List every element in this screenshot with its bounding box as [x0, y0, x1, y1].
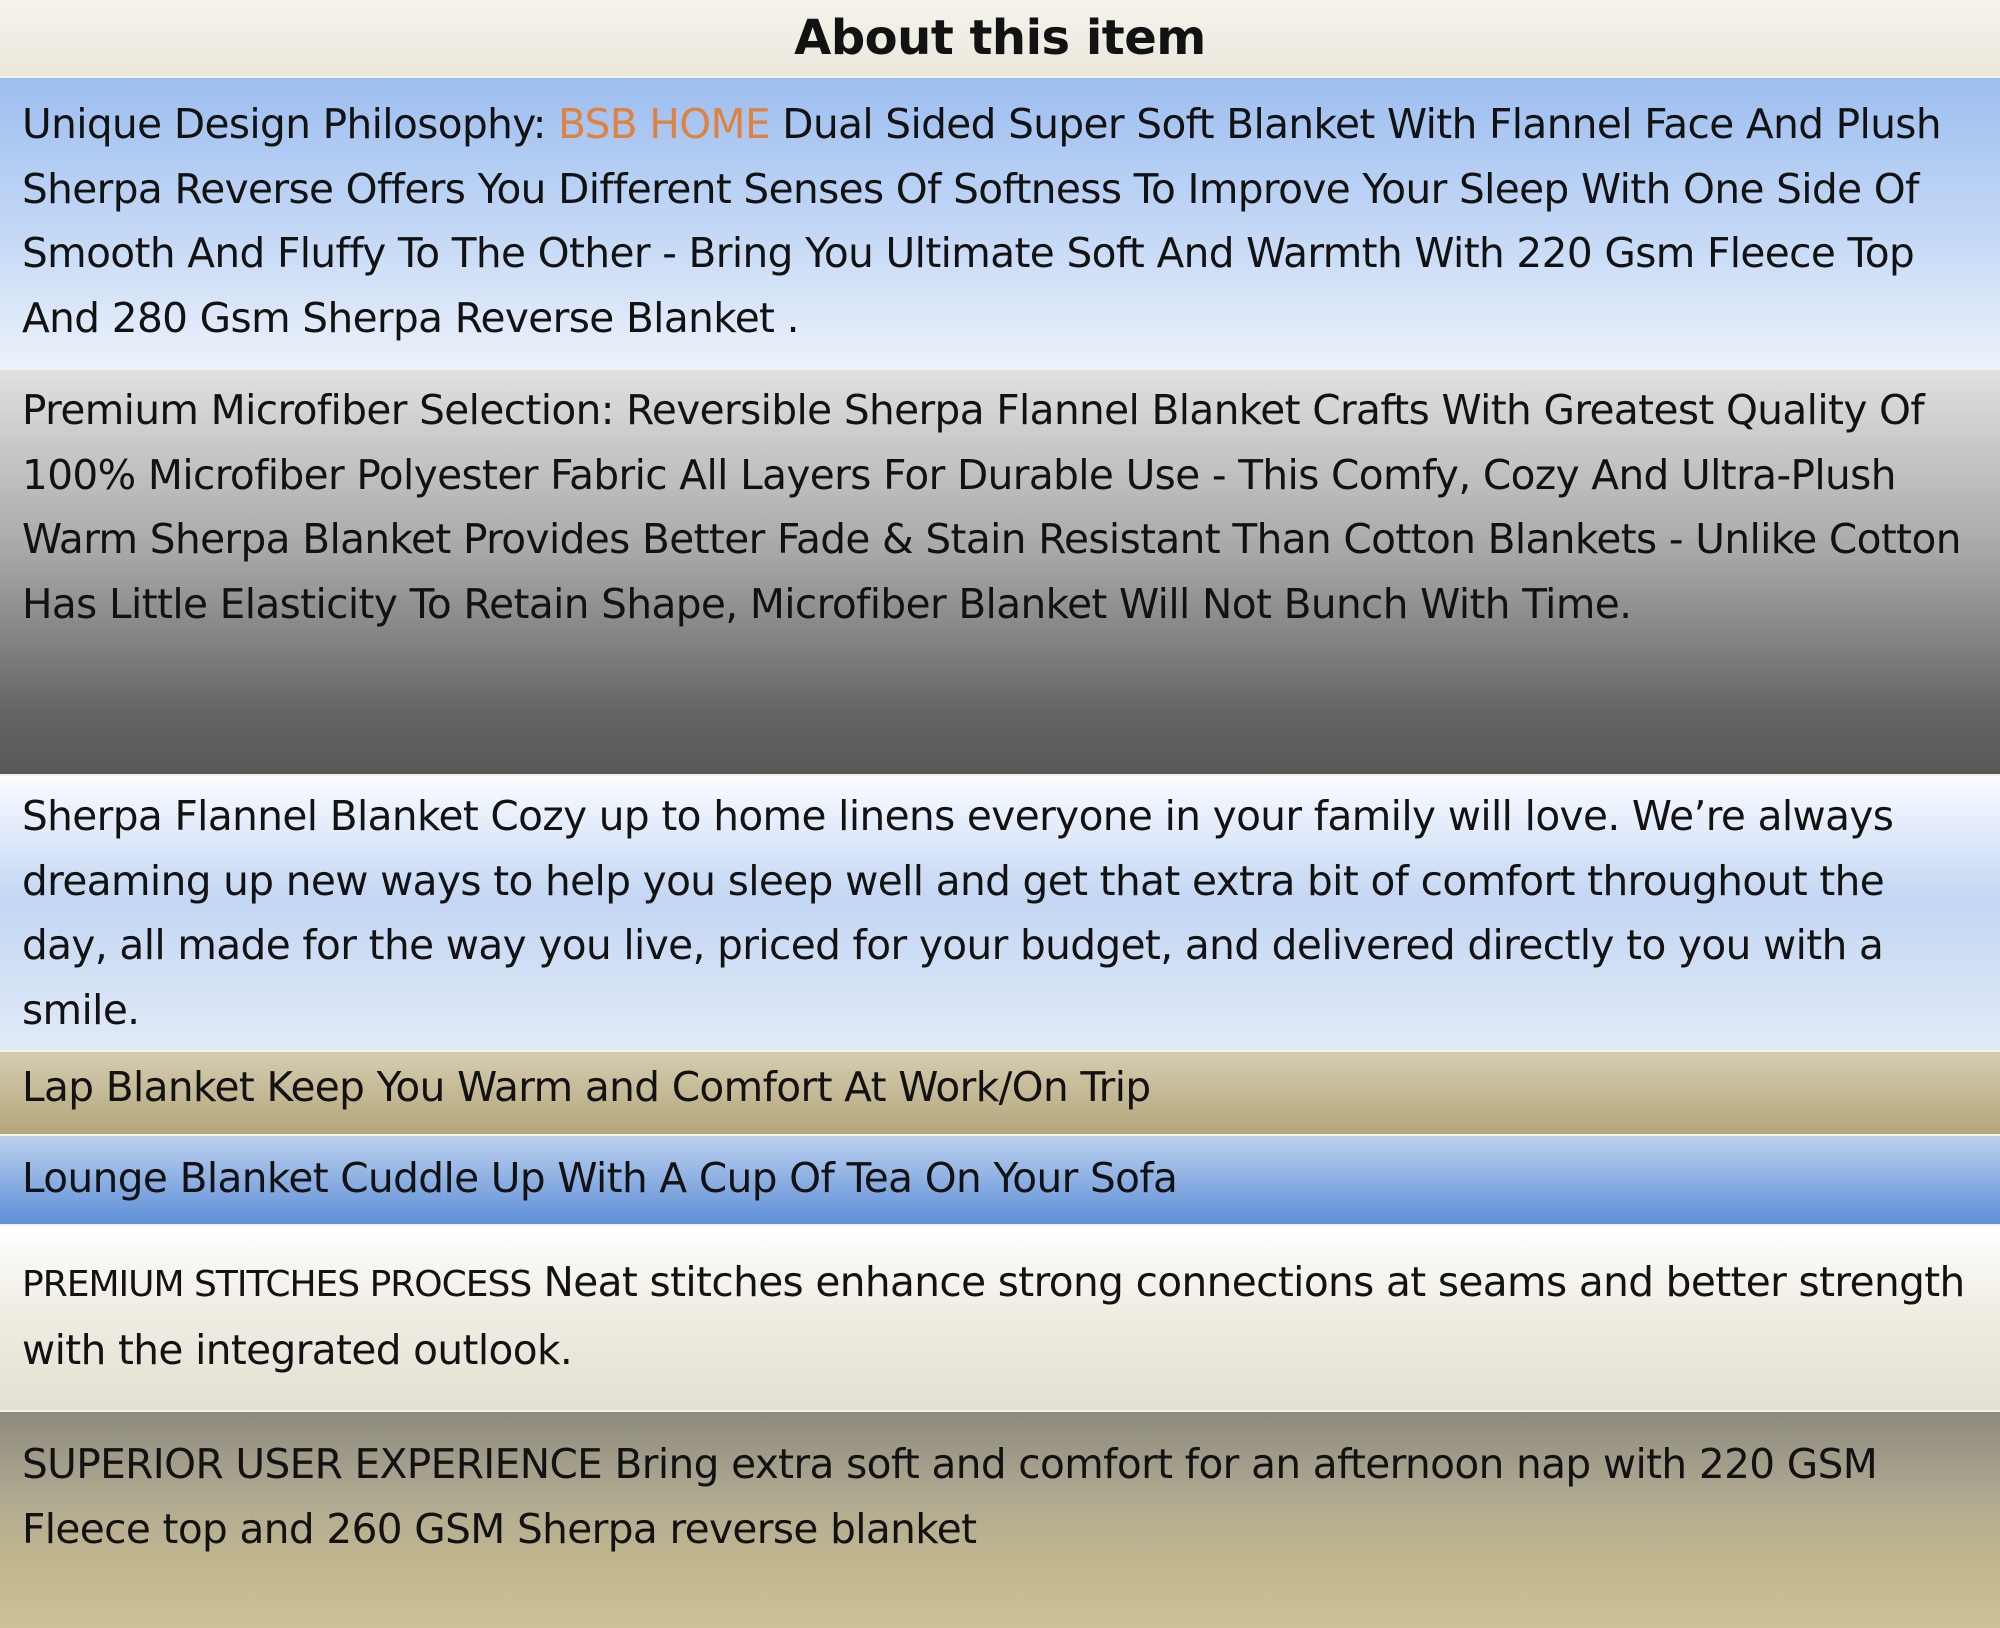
bullet-lead: Unique Design Philosophy:: [22, 100, 559, 148]
bullet-lounge-blanket: [0, 1136, 2000, 1224]
bullet-design-philosophy: [0, 78, 2000, 368]
bullet-text: Lap Blanket Keep You Warm and Comfort At Work/On Trip: [22, 1063, 1151, 1111]
bullet-premium-stitches: [0, 1226, 2000, 1410]
page-title: About this item: [794, 10, 1206, 66]
title-bar: [0, 0, 2000, 76]
bullet-microfiber: [0, 370, 2000, 774]
bullet-lead: PREMIUM STITCHES PROCESS: [22, 1264, 532, 1305]
bullet-text: SUPERIOR USER EXPERIENCE Bring extra soft and comfort for an afternoon nap with 220 GSM Fleece top and 260 GSM Sherpa reverse blanket: [22, 1440, 1878, 1553]
bullet-text: Sherpa Flannel Blanket Cozy up to home linens everyone in your family will love. We’re always dreaming up new ways to help you sleep well and get that extra bit of comfort throughout the day, all made for the way you live, priced for your budget, and delivered directly to you with a smile.: [22, 792, 1894, 1034]
bullet-body: Dual Sided Super Soft Blanket With Flannel Face And Plush Sherpa Reverse Offers You Different Senses Of Softness To Improve Your Sleep With One Side Of Smooth And Fluffy To The Other - Bring You Ultimate Soft And Warmth With 220 Gsm Fleece Top And 280 Gsm Sherpa Reverse Blanket .: [22, 100, 1941, 342]
bullet-lap-blanket: [0, 1052, 2000, 1134]
bullet-body: Neat stitches enhance strong connections at seams and better strength with the integrated outlook.: [22, 1258, 1965, 1374]
brand-name: BSB HOME: [558, 100, 770, 148]
bullet-text: [22, 1250, 1978, 1382]
bullet-text: [22, 92, 1978, 350]
bullet-text: Premium Microfiber Selection: Reversible Sherpa Flannel Blanket Crafts With Greatest Quality Of 100% Microfiber Polyester Fabric All Layers For Durable Use - This Comfy, Cozy And Ultra-Plush Warm Sherpa Blanket Provides Better Fade & Stain Resistant Than Cotton Blankets - Unlike Cotton Has Little Elasticity To Retain Shape, Microfiber Blanket Will Not Bunch With Time.: [22, 386, 1961, 628]
bullet-text: Lounge Blanket Cuddle Up With A Cup Of Tea On Your Sofa: [22, 1154, 1178, 1202]
bullet-sherpa-flannel: [0, 776, 2000, 1050]
bullet-user-experience: [0, 1412, 2000, 1628]
